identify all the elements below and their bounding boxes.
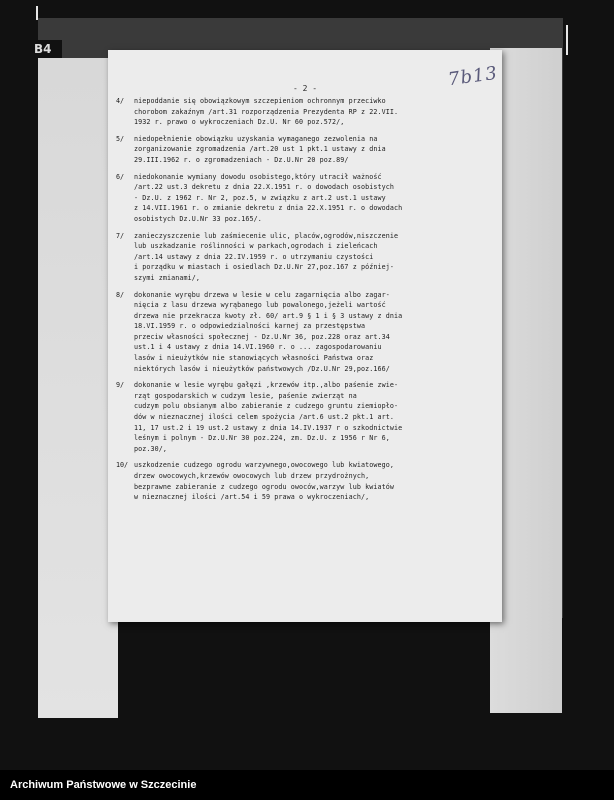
item-text: dokonanie wyrębu drzewa w lesie w celu zagarnięcia albo zagar- nięcia z lasu drzewa wyrąbanego lub powalonego,jeżeli wartość drzewa nie przekracza kwoty zł. 60/ art.9 § 1 i § 3 ustawy z dnia 18.VI.1959 r. o odpowiedzialności karnej za przestępstwa przeciw własności społecznej - Dz.U.Nr 36, poz.228 oraz art.34 ust.1 i 4 ustawy z dnia 14.VI.1960 r. o ... zagospodarowaniu lasów i nieużytków nie stanowiących własności Państwa oraz niektórych lasów i nieużytków państwowych /Dz.U.Nr 29,poz.166/ — [134, 290, 403, 373]
list-item — [116, 134, 496, 166]
item-text: niedokonanie wymiany dowodu osobistego,który utracił ważność /art.22 ust.3 dekretu z dnia 22.X.1951 r. o dowodach osobistych - Dz.U. z 1962 r. Nr 2, poz.5, w związku z art.2 ust.1 ustawy z 14.VII.1961 r. o zmianie dekretu z dnia 22.X.1951 r. o dowodach osobistych Dz.U.Nr 33 poz.165/. — [134, 172, 403, 223]
item-number: 10/ — [116, 461, 129, 470]
folder-label: B4 — [34, 40, 62, 58]
left-page-edge — [38, 58, 118, 718]
page-number: - 2 - — [292, 84, 318, 93]
item-number: 9/ — [116, 381, 125, 390]
item-number: 8/ — [116, 290, 125, 299]
corner-bracket-top-right — [548, 25, 568, 55]
list-item — [116, 460, 496, 502]
item-number: 7/ — [116, 231, 125, 240]
list-item — [116, 231, 496, 284]
list-item — [116, 380, 496, 454]
item-text: niepoddanie się obowiązkowym szczepieniom ochronnym przeciwko chorobom zakaźnym /art.31 rozporządzenia Prezydenta RP z 22.VII. 1932 r. prawo o wykroczeniach Dz.U. Nr 60 poz.572/, — [134, 97, 399, 127]
list-item — [116, 172, 496, 225]
item-text: uszkodzenie cudzego ogrodu warzywnego,owocowego lub kwiatowego, drzew owocowych,krzewów owocowych lub drzew przydrożnych, bezprawne zabieranie z cudzego ogrodu owoców,warzyw lub kwiatów w nieznacznej ilości /art.54 i 59 prawa o wykroczeniach/, — [134, 461, 394, 502]
document-page — [108, 50, 502, 622]
list-item — [116, 96, 496, 128]
item-number: 4/ — [116, 97, 125, 105]
item-number: 5/ — [116, 134, 125, 143]
item-number: 6/ — [116, 172, 125, 181]
item-list — [116, 96, 496, 509]
corner-bracket-top-left — [36, 6, 48, 20]
handwritten-mark: 7b13 — [446, 62, 500, 91]
item-text: zanieczyszczenie lub zaśmiecenie ulic, placów,ogrodów,niszczenie lub uszkadzanie roślinności w parkach,ogrodach i zieleńcach /art.14 ustawy z dnia 22.IV.1959 r. o utrzymaniu czystości i porządku w miastach i osiedlach Dz.U.Nr 27,poz.167 z później- szymi zmianami/, — [134, 231, 399, 282]
archive-footer: Archiwum Państwowe w Szczecinie — [0, 770, 614, 800]
list-item — [116, 290, 496, 375]
item-text: dokonanie w lesie wyrębu gałęzi ,krzewów itp.,albo paśenie zwie- rząt gospodarskich w cudzym lesie, paśenie zwierząt na cudzym polu obsianym albo zabieranie z cudzego gruntu ziemiopło- dów w nieznacznej ilości celem spożycia /art.6 ust.2 pkt.1 art. 11, 17 ust.2 i 19 ust.2 ustawy z dnia 14.IV.1937 r o szkodnictwie leśnym i polnym - Dz.U.Nr 30 poz.224, zm. Dz.U. z 1956 r Nr 6, poz.30/, — [134, 381, 403, 453]
item-text: niedopełnienie obowiązku uzyskania wymaganego zezwolenia na zorganizowanie zgromadzenia /art.20 ust 1 pkt.1 ustawy z dnia 29.III.1962 r. o zgromadzeniach - Dz.U.Nr 20 poz.89/ — [134, 134, 386, 164]
